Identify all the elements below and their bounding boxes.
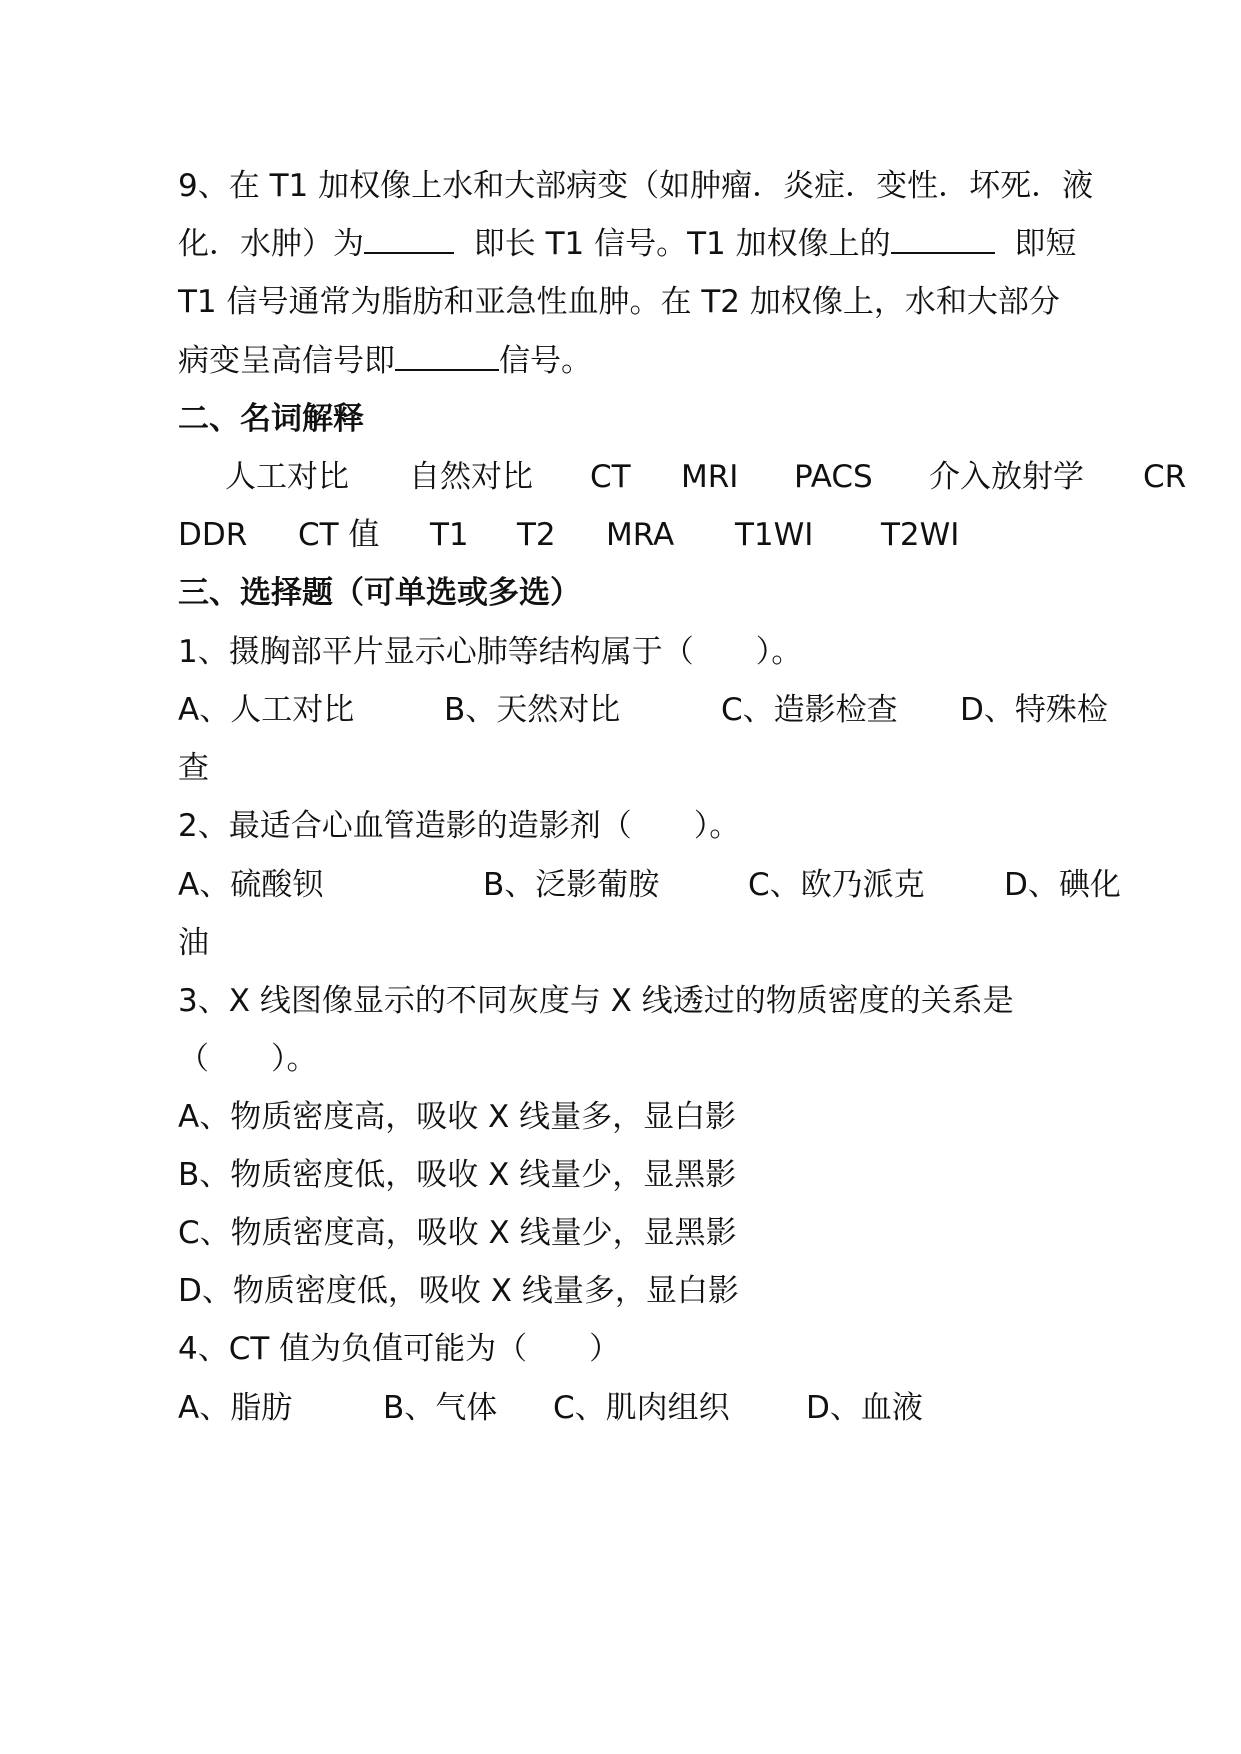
- terms-row-1: [0, 457, 1241, 497]
- q9-blank-1[interactable]: [364, 226, 454, 254]
- q2-option-d[interactable]: D、碘化: [1004, 867, 1121, 903]
- term-item: T2: [517, 517, 556, 553]
- q9-text-c: 即短: [1014, 226, 1077, 262]
- q9-text-e: 信号。: [499, 343, 592, 379]
- q1-option-d[interactable]: D、特殊检: [960, 692, 1108, 728]
- q2-option-b[interactable]: B、泛影葡胺: [483, 867, 660, 903]
- q9-text-a: 化．水肿）为: [178, 226, 364, 262]
- term-item: MRI: [681, 459, 739, 495]
- term-item: T2WI: [881, 517, 960, 553]
- q2-options: [178, 865, 1158, 905]
- term-item: DDR: [178, 517, 248, 553]
- q3-option-b[interactable]: B、物质密度低，吸收 X 线量少，显黑影: [178, 1157, 737, 1193]
- q9-line-2: [178, 224, 1076, 264]
- term-item: 人工对比: [225, 459, 349, 495]
- q9-text-b: 即长 T1 信号。T1 加权像上的: [473, 226, 891, 262]
- term-item: PACS: [794, 459, 873, 495]
- q3-option-d[interactable]: D、物质密度低，吸收 X 线量多，显白影: [178, 1273, 739, 1309]
- q3-stem: 3、X 线图像显示的不同灰度与 X 线透过的物质密度的关系是: [178, 983, 1014, 1019]
- term-item: T1: [430, 517, 469, 553]
- term-item: 介入放射学: [929, 459, 1084, 495]
- q9-blank-2[interactable]: [891, 226, 995, 254]
- q1-option-a[interactable]: A、人工对比: [178, 692, 355, 728]
- term-item: CT 值: [298, 517, 380, 553]
- q1-option-b[interactable]: B、天然对比: [444, 692, 621, 728]
- q2-stem: 2、最适合心血管造影的造影剂（ ）。: [178, 808, 741, 844]
- term-item: CT: [590, 459, 631, 495]
- q4-options: [178, 1388, 1158, 1428]
- q4-option-a[interactable]: A、脂肪: [178, 1390, 293, 1426]
- q2-option-d-wrap: 油: [178, 925, 209, 961]
- q1-stem: 1、摄胸部平片显示心肺等结构属于（ ）。: [178, 634, 803, 670]
- term-item: MRA: [606, 517, 675, 553]
- q4-option-c[interactable]: C、肌肉组织: [553, 1390, 730, 1426]
- q2-option-a[interactable]: A、硫酸钡: [178, 867, 324, 903]
- q1-options: [178, 690, 1158, 730]
- section-2-title: 二、名词解释: [178, 401, 364, 437]
- terms-row-2: [0, 515, 1241, 555]
- q1-option-c[interactable]: C、造影检查: [721, 692, 898, 728]
- q2-option-c[interactable]: C、欧乃派克: [748, 867, 925, 903]
- q4-option-d[interactable]: D、血液: [806, 1390, 923, 1426]
- q9-text-d: 病变呈高信号即: [178, 343, 395, 379]
- q3-stem-wrap: （ ）。: [178, 1041, 318, 1077]
- q4-stem: 4、CT 值为负值可能为（ ）: [178, 1331, 621, 1367]
- q9-blank-3[interactable]: [395, 343, 499, 371]
- q9-line-3: T1 信号通常为脂肪和亚急性血肿。在 T2 加权像上，水和大部分: [178, 284, 1060, 320]
- term-item: CR: [1143, 459, 1187, 495]
- q9-line-4: [178, 341, 592, 381]
- term-item: 自然对比: [409, 459, 533, 495]
- q4-option-b[interactable]: B、气体: [383, 1390, 498, 1426]
- q3-option-c[interactable]: C、物质密度高，吸收 X 线量少，显黑影: [178, 1215, 737, 1251]
- q3-option-a[interactable]: A、物质密度高，吸收 X 线量多，显白影: [178, 1099, 737, 1135]
- q9-line-1: 9、在 T1 加权像上水和大部病变（如肿瘤．炎症．变性．坏死．液: [178, 168, 1094, 204]
- q1-option-d-wrap: 查: [178, 750, 209, 786]
- term-item: T1WI: [735, 517, 814, 553]
- section-3-title: 三、选择题（可单选或多选）: [178, 575, 581, 611]
